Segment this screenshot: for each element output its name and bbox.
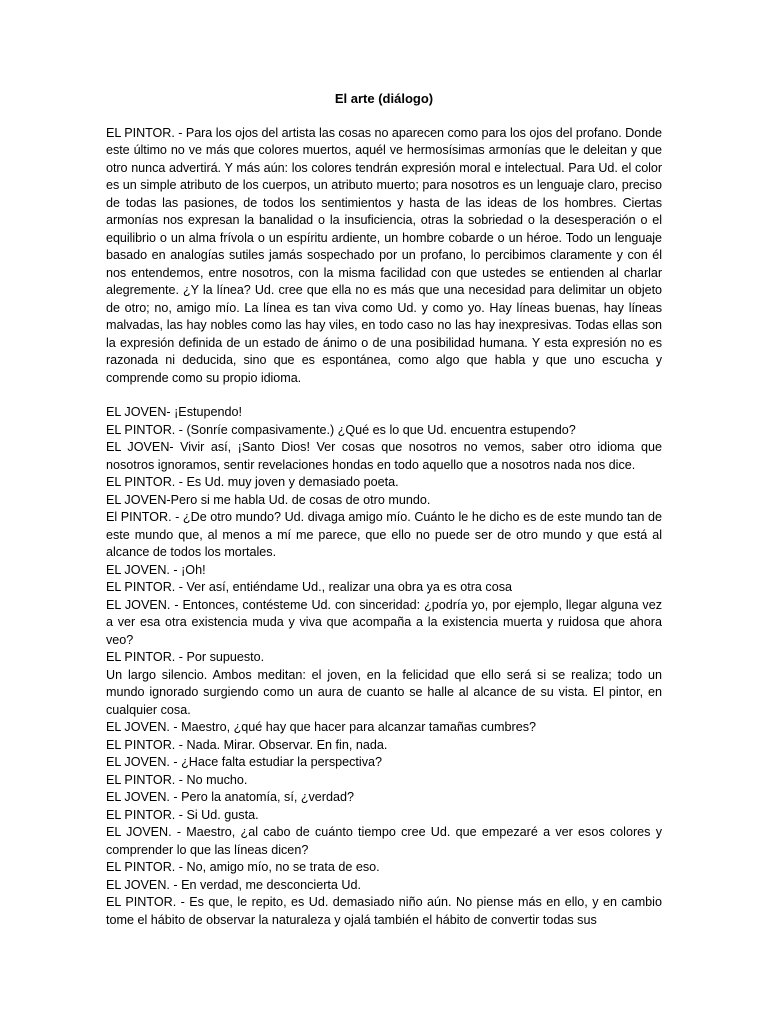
- stage-direction: Un largo silencio. Ambos meditan: el joven, en la felicidad que ello será si se realiza; todo un mundo ignorado surgiendo como un aura de cuanto se halle al alcance de su vista. El pintor, en cualquier cosa.: [106, 667, 662, 717]
- dialogue-line: EL PINTOR. - (Sonríe compasivamente.) ¿Qué es lo que Ud. encuentra estupendo?: [106, 422, 576, 437]
- dialogue-line: EL PINTOR. - Por supuesto.: [106, 650, 265, 664]
- intro-paragraph: EL PINTOR. - Para los ojos del artista las cosas no aparecen como para los ojos del profano. Donde este último no ve más que colores muertos, aquél ve hermosísimas armonías que le deleitan y que otro nunca advertirá. Y más aún: los colores tendrán expresión moral e intelectual. Para Ud. el color es un simple atributo de los cuerpos, un atributo muerto; para nosotros es un lenguaje claro, preciso de todas las pasiones, de todos los sentimientos y hasta de las ideas de los hombres. Ciertas armonías nos expresan la banalidad o la insuficiencia, otras la sobriedad o la desesperación o el equilibrio o un alma frívola o un espíritu ardiente, un hombre cobarde o un héroe. Todo un lenguaje basado en analogías sutiles jamás sospechado por un profano, lo percibimos claramente y con él nos entendemos, entre nosotros, con la misma facilidad con que ustedes se entienden al charlar alegremente. ¿Y la línea? Ud. cree que ella no es más que una necesidad para delimitar un objeto de otro; no, amigo mío. La línea es tan viva como Ud. y como yo. Hay líneas buenas, hay líneas malvadas, las hay nobles como las hay viles, en todo caso no las hay inexpresivas. Todas ellas son la expresión definida de un estado de ánimo o de una posibilidad humana. Y esta expresión no es razonada ni deducida, sino que es espontánea, como algo que habla y que uno escucha y comprende como su propio idioma.: [106, 125, 662, 385]
- dialogue-line: EL PINTOR. - Es que, le repito, es Ud. demasiado niño aún. No piense más en ello, y en cambio tome el hábito de observar la naturaleza y ojalá también el hábito de convertir todas sus: [106, 895, 662, 927]
- dialogue-line: EL JOVEN. - ¡Oh!: [106, 562, 206, 577]
- dialogue-block: [106, 404, 662, 929]
- dialogue-line: EL PINTOR. - Nada. Mirar. Observar. En fin, nada.: [106, 737, 388, 752]
- dialogue-line: EL JOVEN- ¡Estupendo!: [106, 405, 243, 419]
- dialogue-line: EL JOVEN-Pero si me habla Ud. de cosas de otro mundo.: [106, 492, 431, 507]
- dialogue-line: EL PINTOR. - Es Ud. muy joven y demasiado poeta.: [106, 475, 399, 489]
- dialogue-line: EL JOVEN- Vivir así, ¡Santo Dios! Ver cosas que nosotros no vemos, saber otro idioma que nosotros ignoramos, sentir revelaciones hondas en todo aquello que a nosotros nada nos dice.: [106, 440, 662, 472]
- dialogue-line: EL JOVEN. - Maestro, ¿al cabo de cuánto tiempo cree Ud. que empezaré a ver esos colores y comprender lo que las líneas dicen?: [106, 825, 662, 857]
- dialogue-line: EL JOVEN. - En verdad, me desconcierta Ud.: [106, 877, 362, 892]
- dialogue-line: EL JOVEN. - Pero la anatomía, sí, ¿verdad?: [106, 790, 355, 804]
- dialogue-line: EL PINTOR. - No, amigo mío, no se trata de eso.: [106, 860, 380, 874]
- dialogue-line: EL PINTOR. - No mucho.: [106, 772, 248, 787]
- dialogue-line: EL JOVEN. - Maestro, ¿qué hay que hacer para alcanzar tamañas cumbres?: [106, 720, 537, 734]
- dialogue-line: EL PINTOR. - Ver así, entiéndame Ud., realizar una obra ya es otra cosa: [106, 580, 512, 594]
- dialogue-line: EL JOVEN. - ¿Hace falta estudiar la perspectiva?: [106, 755, 383, 769]
- dialogue-line: El PINTOR. - ¿De otro mundo? Ud. divaga amigo mío. Cuánto le he dicho es de este mundo tan de este mundo que, al menos a mí me parece, que ello no puede ser de otro mundo y que está al alcance de todos los mortales.: [106, 510, 662, 559]
- dialogue-line: EL JOVEN. - Entonces, contésteme Ud. con sinceridad: ¿podría yo, por ejemplo, llegar alguna vez a ver esa otra existencia muda y viva que acompaña a la existencia muerta y ruidosa que ahora veo?: [106, 597, 662, 647]
- dialogue-line: EL PINTOR. - Si Ud. gusta.: [106, 807, 259, 822]
- document-page: [106, 90, 662, 929]
- document-title: El arte (diálogo): [334, 91, 434, 106]
